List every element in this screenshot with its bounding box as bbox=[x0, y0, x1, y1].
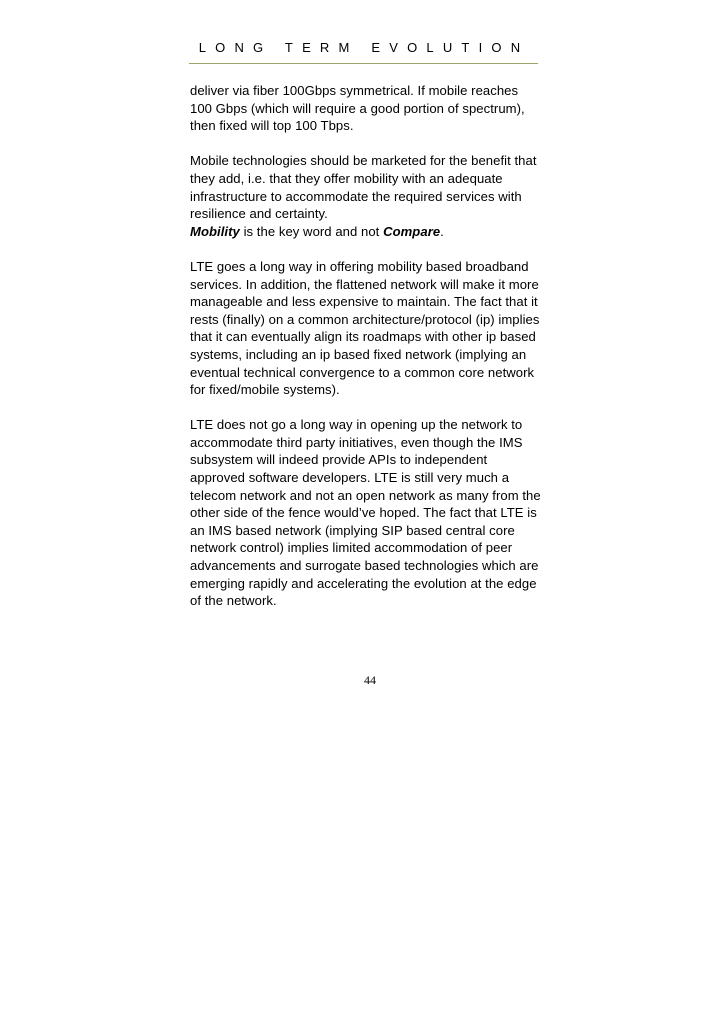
body-text bbox=[190, 82, 542, 610]
paragraph-1: deliver via fiber 100Gbps symmetrical. If mobile reaches 100 Gbps (which will require a good portion of spectrum), then fixed will top 100 Tbps. bbox=[190, 83, 525, 134]
emphasis-mobility: Mobility bbox=[190, 223, 240, 239]
emphasis-compare: Compare bbox=[383, 223, 441, 239]
paragraph-2-end: . bbox=[440, 223, 444, 239]
paragraph-2-text: Mobile technologies should be marketed for the benefit that they add, i.e. that they offer mobility with an adequate infrastructure to accommodate the required services with resilience and certainty. bbox=[190, 153, 537, 222]
paragraph-2-mid: is the key word and not bbox=[239, 223, 384, 239]
paragraph-2 bbox=[190, 152, 542, 240]
running-header: LONG TERM EVOLUTION bbox=[198, 40, 530, 55]
paragraph-3: LTE goes a long way in offering mobility based broadband services. In addition, the flattened network will make it more manageable and less expensive to maintain. The fact that it rests (finally) on a common architecture/protocol (ip) implies that it can eventually align its roadmaps with other ip based systems, including an ip based fixed network (implying an eventual technical convergence to a common core network for fixed/mobile systems). bbox=[190, 258, 540, 398]
header-rule bbox=[189, 63, 538, 64]
paragraph-4: LTE does not go a long way in opening up the network to accommodate third party initiatives, even though the IMS subsystem will indeed provide APIs to independent approved software developers. LTE is still very much a telecom network and not an open network as many from the other side of the fence would’ve hoped. The fact that LTE is an IMS based network (implying SIP based central core network control) implies limited accommodation of peer advancements and surrogate based technologies which are emerging rapidly and accelerating the evolution at the edge of the network. bbox=[190, 417, 541, 609]
page-number: 44 bbox=[364, 673, 376, 687]
